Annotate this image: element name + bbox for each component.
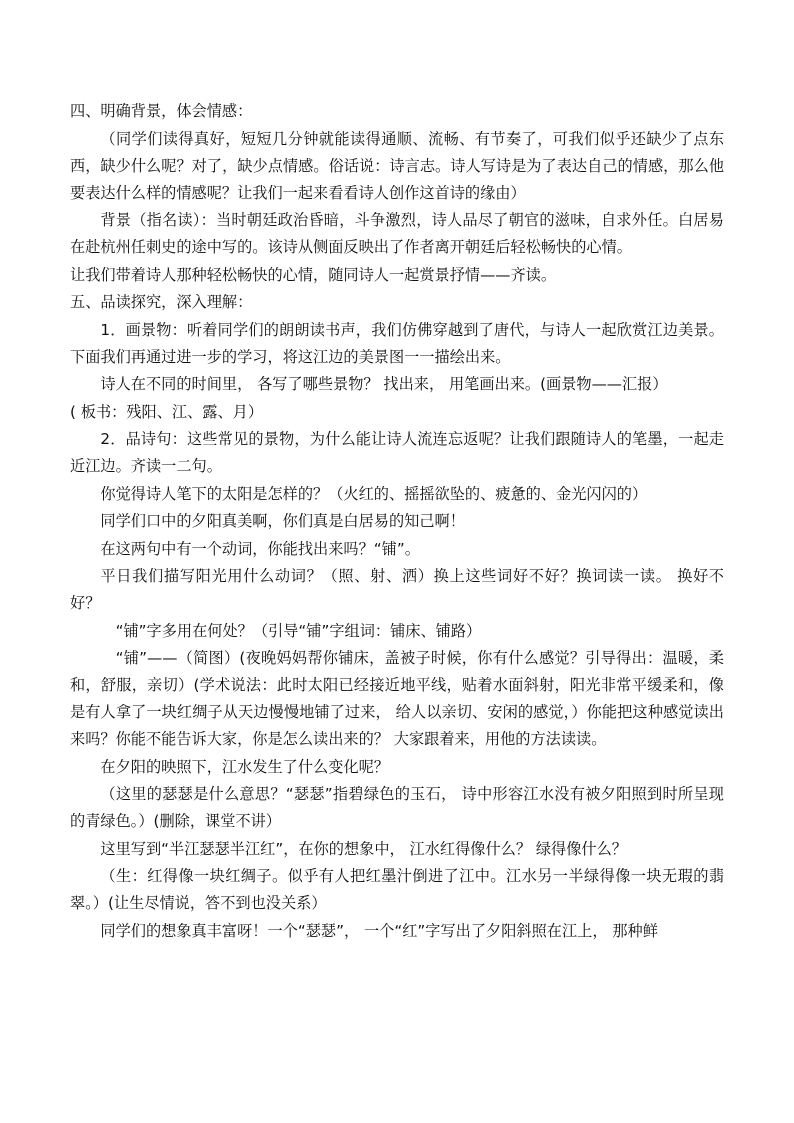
paragraph-intro-emotion: （同学们读得真好，短短几分钟就能读得通顺、流畅、有节奏了，可我们似乎还缺少了点东西，缺少什么呢？对了，缺少点情感。俗话说：诗言志。诗人写诗是为了表达自己的情感，那么他要表达什么样的情感呢？让我们一起来看看诗人创作这首诗的缘由） (70, 129, 724, 202)
paragraph-blackboard: ( 板书：残阳、江、露、月） (70, 402, 264, 421)
paragraph-draw-scenery: 1．画景物：听着同学们的朗朗读书声，我们仿佛穿越到了唐代，与诗人一起欣赏江边美景。下面我们再通过进一步的学习，将这江边的美景图一一描绘出来。 (70, 320, 724, 366)
paragraph-pu-usage: “铺”字多用在何处？（引导“铺”字组词：铺床、铺路） (115, 621, 482, 640)
paragraph-student-answer: （生：红得像一块红绸子。似乎有人把红墨汁倒进了江中。江水另一半绿得像一块无瑕的翡翠。）(让生尽情说，答不到也没关系） (70, 867, 724, 912)
paragraph-sunset-praise: 同学们口中的夕阳真美啊，你们真是白居易的知己啊！ (100, 512, 465, 530)
paragraph-imagination: 这里写到“半江瑟瑟半江红”，在你的想象中， 江水红得像什么？ 绿得像什么？ (100, 839, 627, 858)
paragraph-pu-feeling: “铺”——（简图）(夜晚妈妈帮你铺床，盖被子时候，你有什么感觉？引导得出：温暖，柔和，舒服，亲切）(学术说法：此时太阳已经接近地平线，贴着水面斜射，阳光非常平缓柔和，像是有人拿了一块红绸子从天边慢慢地铺了过来， 给人以亲切、安闲的感觉，）你能把这种感觉读出来吗？你能不能告诉大家，你是怎么读出来的？ 大家跟着来，用他的方法读读。 (70, 649, 724, 748)
paragraph-read-lines: 2．品诗句：这些常见的景物，为什么能让诗人流连忘返呢？让我们跟随诗人的笔墨，一起走近江边。齐读一二句。 (70, 430, 724, 475)
paragraph-background: 背景（指名读）：当时朝廷政治昏暗，斗争激烈，诗人品尽了朝官的滋味，自求外任。白居易在赴杭州任刺史的途中写的。该诗从侧面反映出了作者离开朝廷后轻松畅快的心情。 (70, 211, 724, 256)
paragraph-sun-question: 你觉得诗人笔下的太阳是怎样的？（火红的、摇摇欲坠的、疲惫的、金光闪闪的） (100, 484, 648, 503)
paragraph-verb-replace: 平日我们描写阳光用什么动词？（照、射、洒）换上这些词好不好？换词读一读。 换好不好？ (70, 567, 724, 612)
document-page (70, 98, 724, 945)
paragraph-read-together: 让我们带着诗人那种轻松畅快的心情，随同诗人一起赏景抒情——齐读。 (70, 265, 556, 284)
section-heading-4: 四、明确背景，体会情感： (70, 102, 253, 120)
paragraph-rich-imagination: 同学们的想象真丰富呀！一个“瑟瑟”， 一个“红”字写出了夕阳斜照在江上， 那种鲜 (100, 921, 658, 940)
section-heading-5: 五、品读探究，深入理解： (70, 293, 253, 311)
paragraph-verb-question: 在这两句中有一个动词，你能找出来吗？“铺”。 (100, 539, 420, 558)
paragraph-sese-meaning: （这里的瑟瑟是什么意思？“瑟瑟”指碧绿色的玉石， 诗中形容江水没有被夕阳照到时所呈现的青绿色。）(删除，课堂不讲） (70, 785, 724, 830)
paragraph-find-scenery: 诗人在不同的时间里， 各写了哪些景物？ 找出来， 用笔画出来。(画景物——汇报） (100, 375, 668, 393)
paragraph-river-change: 在夕阳的映照下，江水发生了什么变化呢？ (100, 757, 389, 776)
